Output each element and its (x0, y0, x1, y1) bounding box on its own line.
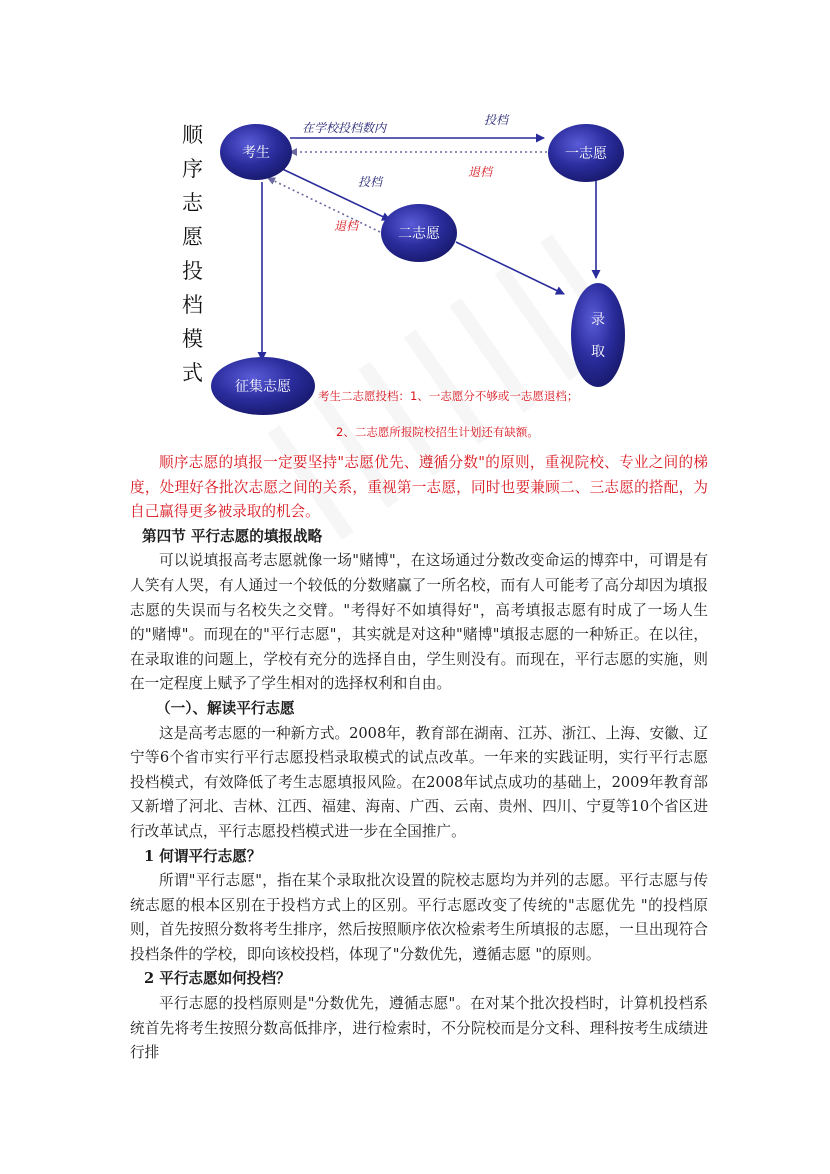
strategy-note-paragraph: 顺序志愿的填报一定要坚持"志愿优先、遵循分数"的原则，重视院校、专业之间的梯度，处理好各批次志愿之间的关系，重视第一志愿，同时也要兼顾二、三志愿的搭配，为自己赢得更多被录取的机会。 (130, 454, 708, 521)
node-admit-label-2: 取 (591, 344, 605, 360)
node-second-choice-label: 二志愿 (398, 226, 440, 242)
node-examinee (220, 124, 292, 180)
label-deliver-mid: 投档 (358, 175, 383, 189)
title-char: 式 (182, 361, 203, 385)
node-first-choice (548, 124, 624, 182)
node-solicit-label: 征集志愿 (235, 379, 291, 395)
node-admit-label-1: 录 (591, 312, 605, 328)
arrow-second-to-admit (456, 242, 564, 294)
history-paragraph: 这是高考志愿的一种新方式。2008年，教育部在湖南、江苏、浙江、上海、安徽、辽宁等6个省市实行平行志愿投档录取模式的试点改革。一年来的实践证明，实行平行志愿投档模式，有效降低了考生志愿填报风险。在2008年试点成功的基础上，2009年教育部又新增了河北、吉林、江西、福建、海南、广西、云南、贵州、四川、宁夏等10个省区进行改革试点，平行志愿投档模式进一步在全国推广。 (130, 724, 708, 840)
node-first-choice-label: 一志愿 (565, 146, 607, 162)
label-return-top: 退档 (468, 165, 493, 179)
section-title: 第四节 平行志愿的填报战略 (142, 527, 323, 545)
title-char: 档 (182, 293, 203, 317)
delivery-paragraph: 平行志愿的投档原则是"分数优先，遵循志愿"。在对某个批次投档时，计算机投档系统首先将考生按照分数高低排序，进行检索时，不分院校而是分文科、理科按考生成绩进行排 (130, 995, 708, 1062)
title-char: 模 (182, 327, 203, 351)
title-char: 投 (182, 259, 203, 283)
question-1-title: 1 何谓平行志愿？ (144, 847, 262, 865)
label-return-mid: 退档 (334, 219, 359, 233)
title-char: 志 (182, 191, 203, 215)
title-char: 顺 (182, 123, 203, 147)
node-admit (571, 283, 625, 387)
document-body (130, 451, 708, 1066)
label-deliver-top: 投档 (484, 113, 509, 127)
node-second-choice (381, 204, 457, 262)
title-char: 愿 (182, 225, 203, 249)
title-char: 序 (182, 157, 203, 181)
admission-flow-diagram (168, 98, 638, 448)
diagram-note-2: 2、二志愿所报院校招生计划还有缺额。 (336, 425, 539, 439)
subsection-title: （一）、解读平行志愿 (156, 699, 295, 717)
node-solicit (211, 357, 315, 415)
label-within-quota: 在学校投档数内 (302, 121, 387, 135)
definition-paragraph: 所谓"平行志愿"，指在某个录取批次设置的院校志愿均为并列的志愿。平行志愿与传统志愿的根本区别在于投档方式上的区别。平行志愿改变了传统的"志愿优先 "的投档原则，首先按照分数将考生排序，然后按照顺序依次检索考生所填报的志愿，一旦出现符合投档条件的学校，即向该校投档，体现了"分数优先，遵循志愿 "的原则。 (130, 872, 708, 963)
node-examinee-label: 考生 (242, 145, 270, 161)
diagram-title (182, 123, 204, 385)
diagram-note-1: 考生二志愿投档：1、一志愿分不够或一志愿退档； (318, 389, 579, 403)
intro-paragraph: 可以说填报高考志愿就像一场"赌博"，在这场通过分数改变命运的博弈中，可谓是有人笑有人哭，有人通过一个较低的分数赌赢了一所名校，而有人可能考了高分却因为填报志愿的失误而与名校失之交臂。"考得好不如填得好"，高考填报志愿有时成了一场人生的"赌博"。而现在的"平行志愿"，其实就是对这种"赌博"填报志愿的一种矫正。在以往，在录取谁的问题上，学校有充分的选择自由，学生则没有。而现在，平行志愿的实施，则在一定程度上赋予了学生相对的选择权利和自由。 (130, 552, 708, 693)
question-2-title: 2 平行志愿如何投档？ (144, 970, 291, 988)
